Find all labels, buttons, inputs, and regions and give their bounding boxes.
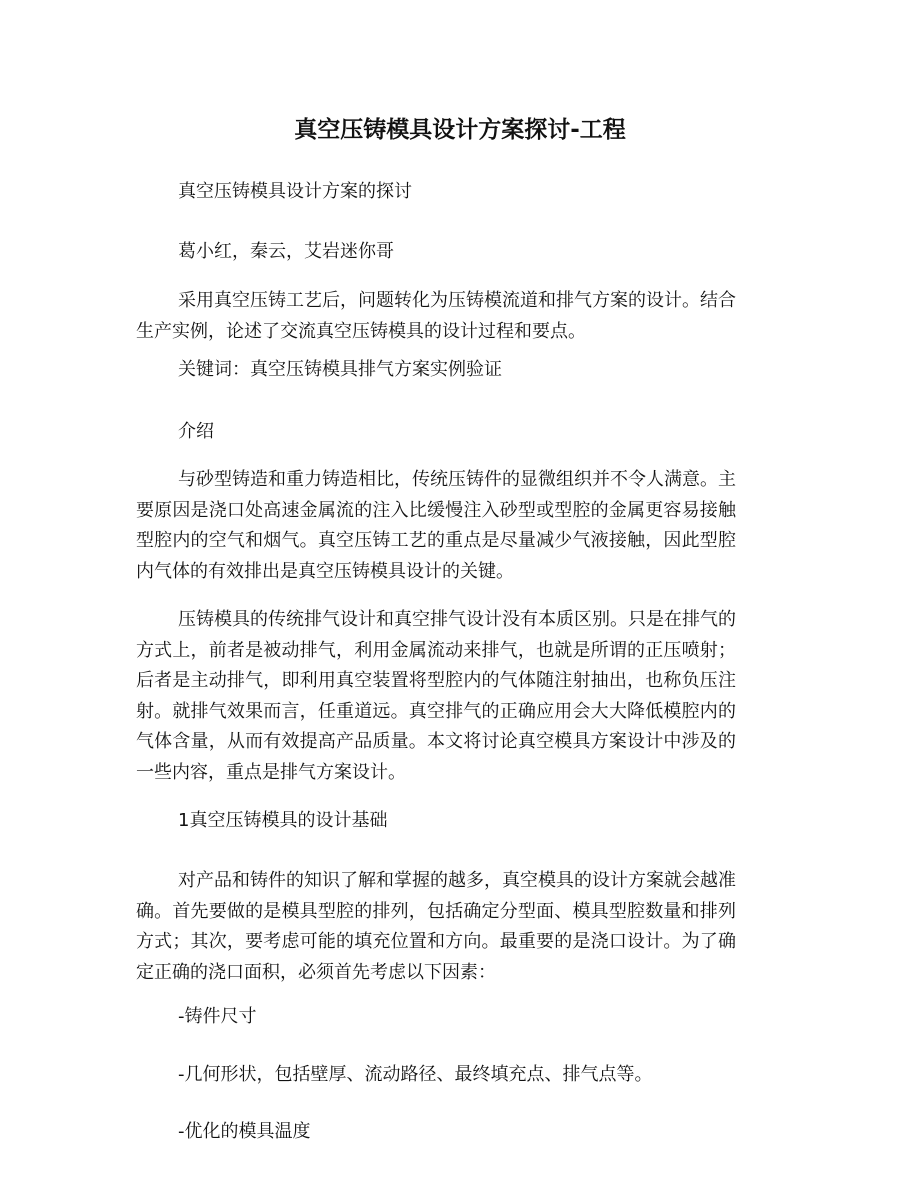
authors: 葛小红，秦云，艾岩迷你哥 xyxy=(178,241,394,262)
section-heading-intro: 介绍 xyxy=(178,421,214,442)
section-1-paragraph: 对产品和铸件的知识了解和掌握的越多，真空模具的设计方案就会越准确。首先要做的是模具型腔的排列，包括确定分型面、模具型腔数量和排列方式；其次，要考虑可能的填充位置和方向。最重要的是浇口设计。为了确定正确的浇口面积，必须首先考虑以下因素： xyxy=(136,870,736,983)
intro-paragraph-1: 与砂型铸造和重力铸造相比，传统压铸件的显微组织并不令人满意。主要原因是浇口处高速金属流的注入比缓慢注入砂型或型腔的金属更容易接触型腔内的空气和烟气。真空压铸工艺的重点是尽量减少气液接触，因此型腔内气体的有效排出是真空压铸模具设计的关键。 xyxy=(136,469,736,582)
factor-list-item: -优化的模具温度 xyxy=(178,1121,311,1142)
factor-list-item: -几何形状，包括壁厚、流动路径、最终填充点、排气点等。 xyxy=(178,1064,653,1085)
intro-paragraph-2: 压铸模具的传统排气设计和真空排气设计没有本质区别。只是在排气的方式上，前者是被动排气，利用金属流动来排气，也就是所谓的正压喷射；后者是主动排气，即利用真空装置将型腔内的气体随注射抽出，也称负压注射。就排气效果而言，任重道远。真空排气的正确应用会大大降低模腔内的气体含量，从而有效提高产品质量。本文将讨论真空模具方案设计中涉及的一些内容，重点是排气方案设计。 xyxy=(136,609,736,783)
document-subtitle: 真空压铸模具设计方案的探讨 xyxy=(178,181,412,202)
keywords: 关键词：真空压铸模具排气方案实例验证 xyxy=(178,359,502,380)
section-heading-1: 1真空压铸模具的设计基础 xyxy=(178,810,388,831)
factor-list-item: -铸件尺寸 xyxy=(178,1006,257,1027)
abstract: 采用真空压铸工艺后，问题转化为压铸模流道和排气方案的设计。结合生产实例，论述了交流真空压铸模具的设计过程和要点。 xyxy=(136,290,736,342)
document-title: 真空压铸模具设计方案探讨-工程 xyxy=(294,117,626,143)
